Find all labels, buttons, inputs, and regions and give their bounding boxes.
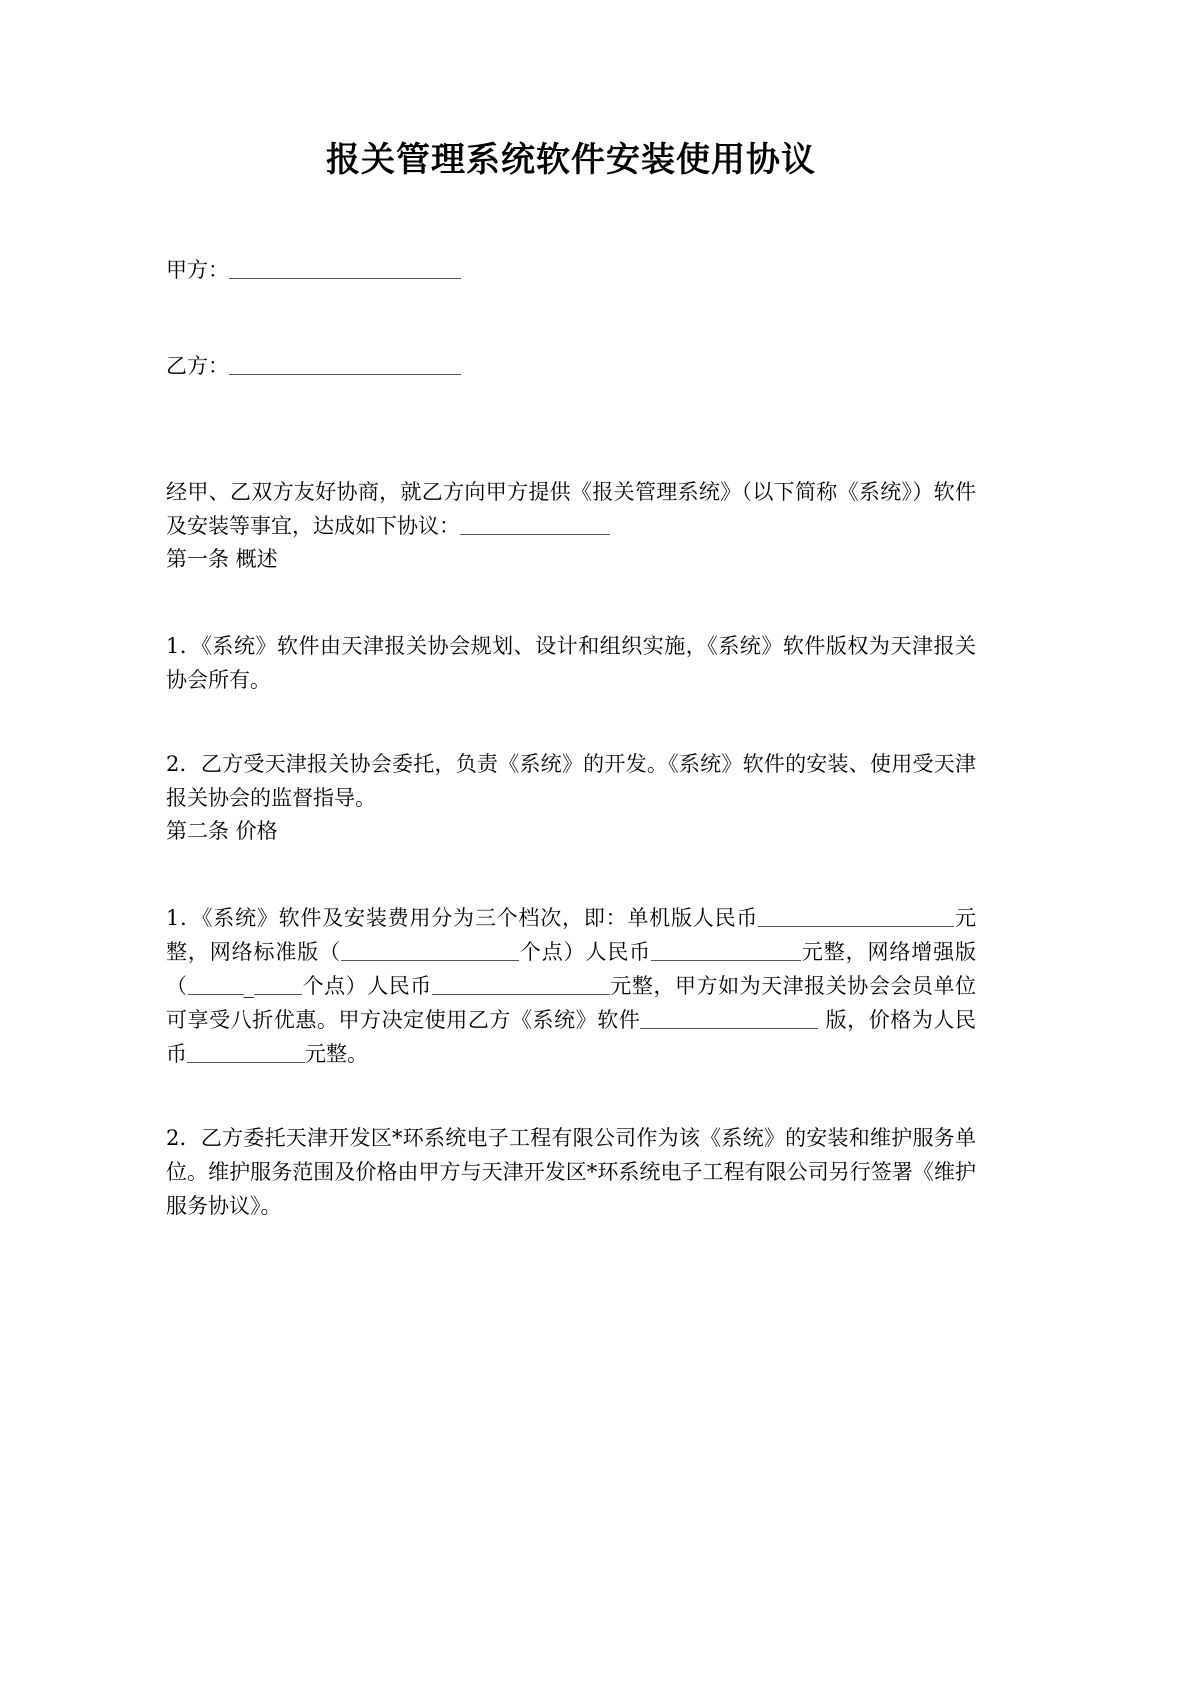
article-2-item-2-number: 2． — [166, 1125, 201, 1150]
price-seg-1: 元整，网络标准版（ — [166, 905, 977, 964]
article-1-item-1-text: 《系统》软件由天津报关协会规划、设计和组织实施，《系统》软件版权为天津报关协会所有。 — [166, 634, 976, 693]
article-1-item-2-number: 2． — [166, 752, 201, 777]
price-seg-3: 元整，网络增强版（ — [166, 939, 977, 998]
preamble-text: 经甲、乙双方友好协商，就乙方向甲方提供《报关管理系统》（以下简称《系统》）软件及安装等事宜，达成如下协议： — [166, 480, 976, 539]
price-seg-8: 元整。 — [305, 1041, 368, 1066]
party-label-jiafang: 甲方： — [166, 258, 229, 283]
article-1-item-2 — [166, 747, 976, 815]
preamble-paragraph — [166, 475, 976, 543]
article-2-item-1 — [166, 901, 976, 1071]
party-blank-yifang[interactable] — [229, 352, 461, 375]
article-1-heading: 第一条 概述 — [166, 547, 278, 572]
article-1-item-1 — [166, 629, 976, 697]
preamble-blank[interactable] — [460, 512, 610, 535]
article-2-item-2-text: 乙方委托天津开发区*环系统电子工程有限公司作为该《系统》的安装和维护服务单位。维护服务范围及价格由甲方与天津开发区*环系统电子工程有限公司另行签署《维护服务协议》。 — [166, 1125, 976, 1218]
price-blank-final-amount[interactable] — [187, 1040, 305, 1063]
price-blank-standard-points[interactable] — [341, 938, 519, 961]
article-2-item-1-number: 1． — [166, 905, 202, 930]
price-seg-6: 元整，甲方如为天津报关协会会员单位可享受八折优惠。甲方决定使用乙方《系统》软件 — [166, 973, 977, 1032]
price-blank-chosen-version[interactable] — [640, 1006, 818, 1029]
article-2-heading: 第二条 价格 — [166, 819, 278, 844]
party-blank-jiafang[interactable] — [229, 256, 461, 279]
price-seg-2: 个点）人民币 — [518, 939, 652, 964]
article-2-item-2 — [166, 1121, 976, 1223]
party-label-yifang: 乙方： — [166, 353, 229, 378]
price-seg-0: 《系统》软件及安装费用分为三个档次，即：单机版人民币 — [201, 905, 759, 930]
document-body — [166, 0, 976, 1223]
price-seg-5: 个点）人民币 — [302, 973, 432, 998]
price-seg-4: _ — [243, 973, 255, 998]
price-blank-standard-amount[interactable] — [651, 938, 801, 961]
page-title: 报关管理系统软件安装使用协议 — [326, 140, 816, 180]
article-1-item-1-number: 1． — [166, 634, 202, 658]
price-blank-standalone-amount[interactable] — [758, 904, 954, 927]
article-1-item-2-text: 乙方受天津报关协会委托，负责《系统》的开发。《系统》软件的安装、使用受天津报关协会的监督指导。 — [166, 752, 976, 811]
party-field-jiafang — [166, 254, 976, 288]
price-blank-enhanced-amount[interactable] — [432, 972, 610, 995]
price-seg-7: 版，价格为人民币 — [166, 1007, 976, 1066]
price-blank-enhanced-points-to[interactable] — [254, 972, 302, 995]
price-blank-enhanced-points-from[interactable] — [188, 972, 244, 995]
party-field-yifang — [166, 350, 976, 384]
